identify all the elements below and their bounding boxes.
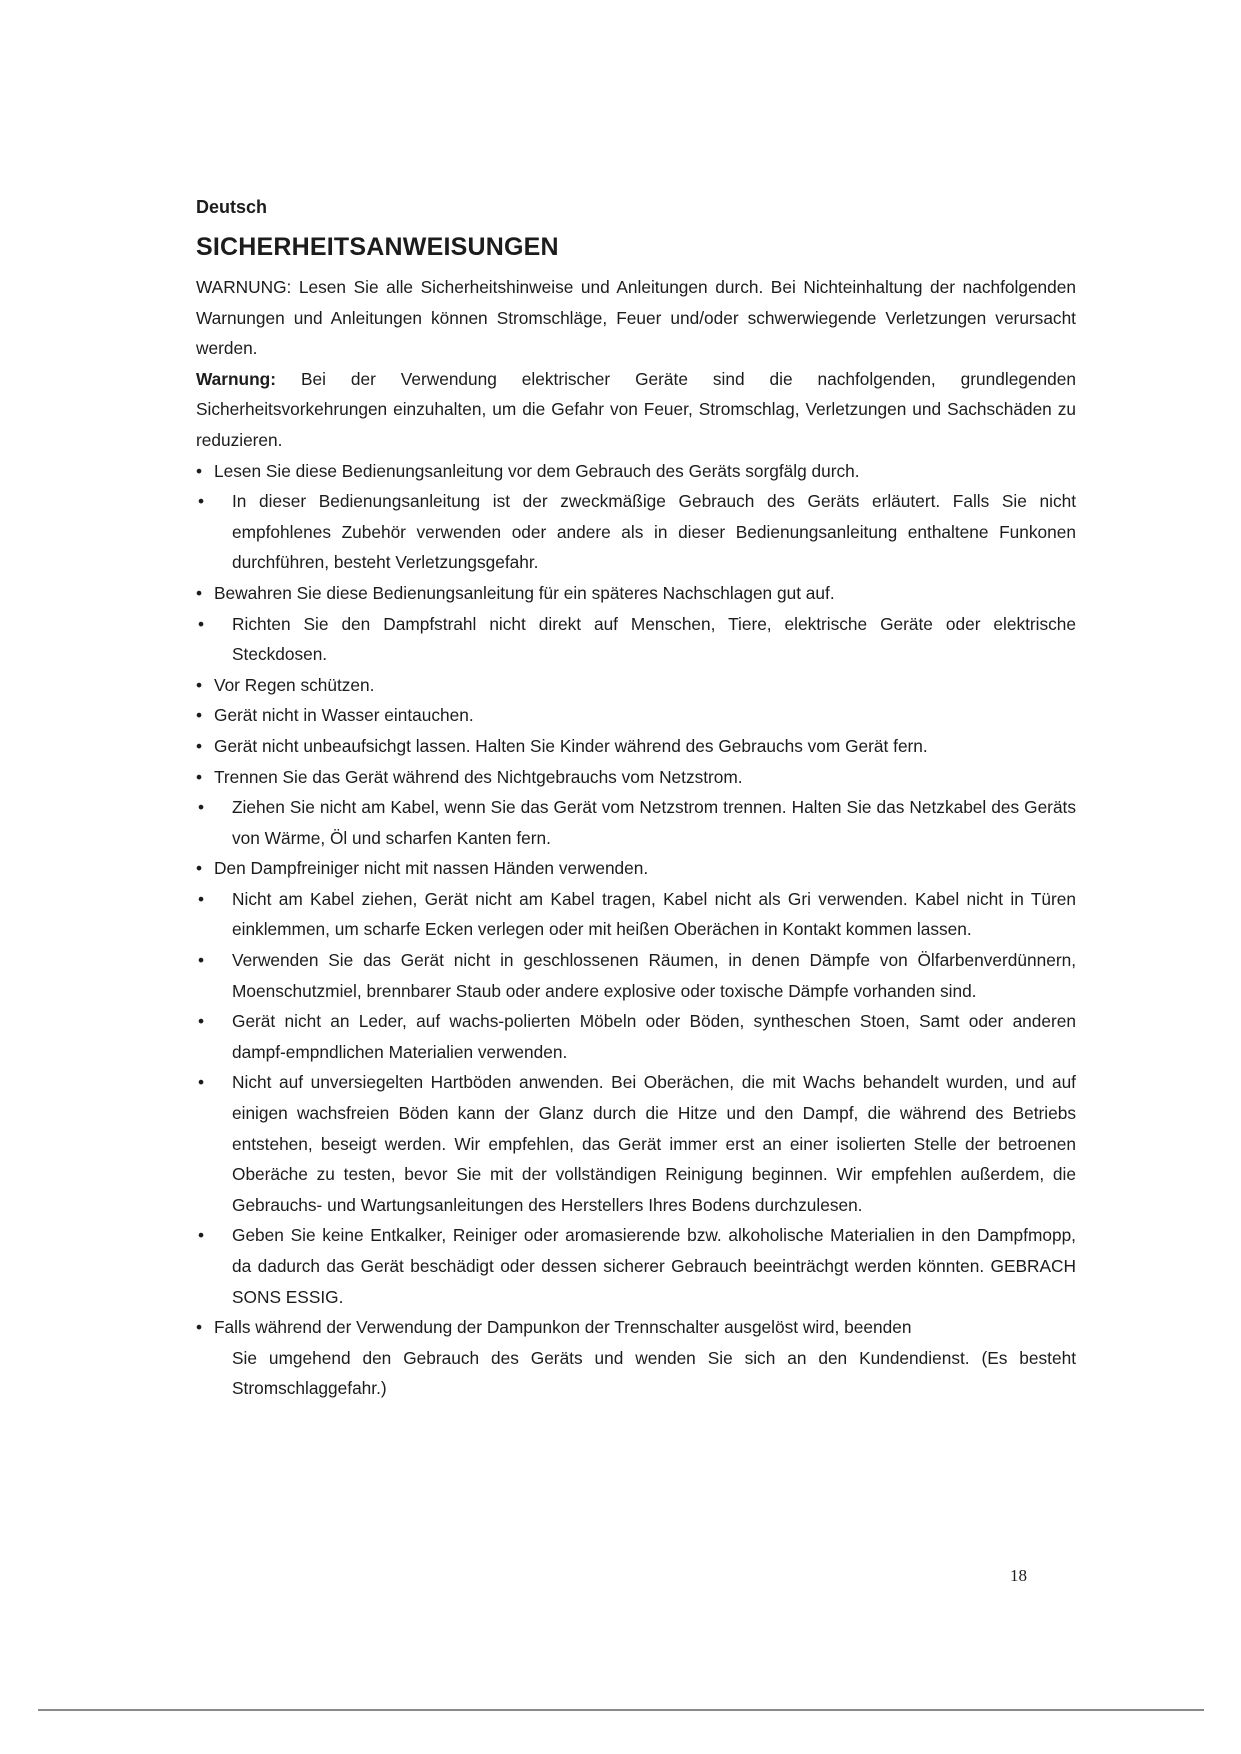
bullet-icon: • xyxy=(198,1225,205,1246)
footer-divider xyxy=(38,1709,1204,1711)
bullet-icon: • xyxy=(198,950,205,971)
bullet-icon: • xyxy=(198,888,205,909)
last-bullet-line1: Falls während der Verwendung der Dampunkon der Trennschalter ausgelöst wird, beenden xyxy=(214,1317,912,1338)
list-item: • Vor Regen schützen. xyxy=(196,670,1076,701)
list-item xyxy=(196,1312,1076,1404)
page-number: 18 xyxy=(1010,1566,1027,1585)
intro-warning2-paragraph xyxy=(196,364,1076,456)
bullet-icon: • xyxy=(196,705,203,726)
bullet-icon: • xyxy=(196,766,203,787)
list-item: • Nicht am Kabel ziehen, Gerät nicht am Kabel tragen, Kabel nicht als Gri verwenden. Kabel nicht in Türen einklemmen, um scharfe Ecken verlegen oder mit heißen Oberächen in Kontakt kommen lassen. xyxy=(196,884,1076,945)
bullet-icon: • xyxy=(196,674,203,695)
warning-text: Bei der Verwendung elektrischer Geräte sind die nachfolgenden, grundlegenden Sicherheitsvorkehrungen einzuhalten, um die Gefahr von Feuer, Stromschlag, Verletzungen und Sachschäden zu reduzieren. xyxy=(196,368,1076,450)
list-item: • Trennen Sie das Gerät während des Nichtgebrauchs vom Netzstrom. xyxy=(196,762,1076,793)
list-item: • Gerät nicht an Leder, auf wachs-polierten Möbeln oder Böden, syntheschen Stoen, Samt oder anderen dampf-empndlichen Materialien verwenden. xyxy=(196,1006,1076,1067)
warning-label: Warnung: xyxy=(196,368,276,389)
bullet-icon: • xyxy=(196,858,203,879)
bullet-icon: • xyxy=(198,613,205,634)
bullet-icon: • xyxy=(196,735,203,756)
bullet-icon: • xyxy=(198,1072,205,1093)
list-item: • Ziehen Sie nicht am Kabel, wenn Sie das Gerät vom Netzstrom trennen. Halten Sie das Netzkabel des Geräts von Wärme, Öl und scharfen Kanten fern. xyxy=(196,792,1076,853)
list-item: • In dieser Bedienungsanleitung ist der zweckmäßige Gebrauch des Geräts erläutert. Falls Sie nicht empfohlenes Zubehör verwenden oder andere als in dieser Bedienungsanleitung enthaltene Funkonen durchführen, besteht Verletzungsgefahr. xyxy=(196,486,1076,578)
bullet-icon: • xyxy=(196,582,203,603)
page-title: SICHERHEITSANWEISUNGEN xyxy=(196,233,559,261)
list-item: • Bewahren Sie diese Bedienungsanleitung für ein späteres Nachschlagen gut auf. xyxy=(196,578,1076,609)
list-item: • Verwenden Sie das Gerät nicht in geschlossenen Räumen, in denen Dämpfe von Ölfarbenverdünnern, Moenschutzmiel, brennbarer Staub oder andere explosive oder toxische Dämpfe vorhanden sind. xyxy=(196,945,1076,1006)
list-item: • Den Dampfreiniger nicht mit nassen Händen verwenden. xyxy=(196,853,1076,884)
list-item: • Nicht auf unversiegelten Hartböden anwenden. Bei Oberächen, die mit Wachs behandelt wurden, und auf einigen wachsfreien Böden kann der Glanz durch die Hitze und den Dampf, die während des Betriebs entstehen, beseigt werden. Wir empfehlen, das Gerät immer erst an einer isolierten Stelle der betroenen Oberäche zu testen, bevor Sie mit der vollständigen Reinigung beginnen. Wir empfehlen außerdem, die Gebrauchs- und Wartungsanleitungen des Herstellers Ihres Bodens durchzulesen. xyxy=(196,1067,1076,1220)
list-item: • Lesen Sie diese Bedienungsanleitung vor dem Gebrauch des Geräts sorgfälg durch. xyxy=(196,456,1076,487)
bullet-icon: • xyxy=(196,1317,203,1338)
intro-warning-paragraph: WARNUNG: Lesen Sie alle Sicherheitshinweise und Anleitungen durch. Bei Nichteinhaltung der nachfolgenden Warnungen und Anleitungen können Stromschläge, Feuer und/oder schwerwiegende Verletzungen verursacht werden. xyxy=(196,277,1076,359)
bullet-icon: • xyxy=(196,460,203,481)
bullet-icon: • xyxy=(198,491,205,512)
bullet-icon: • xyxy=(198,1011,205,1032)
document-body xyxy=(196,196,1076,1404)
list-item: • Gerät nicht unbeaufsichgt lassen. Halten Sie Kinder während des Gebrauchs vom Gerät fern. xyxy=(196,731,1076,762)
last-bullet-continuation: Sie umgehend den Gebrauch des Geräts und wenden Sie sich an den Kundendienst. (Es besteht Stromschlaggefahr.) xyxy=(232,1347,1076,1399)
list-item: • Gerät nicht in Wasser eintauchen. xyxy=(196,700,1076,731)
safety-instructions-list xyxy=(196,456,1076,1404)
bullet-icon: • xyxy=(198,797,205,818)
list-item: • Geben Sie keine Entkalker, Reiniger oder aromasierende bzw. alkoholische Materialien in den Dampfmopp, da dadurch das Gerät beschädigt oder dessen sicherer Gebrauch beeinträchgt werden könnten. GEBRACH SONS ESSIG. xyxy=(196,1220,1076,1312)
language-label: Deutsch xyxy=(196,197,268,217)
list-item: • Richten Sie den Dampfstrahl nicht direkt auf Menschen, Tiere, elektrische Geräte oder elektrische Steckdosen. xyxy=(196,609,1076,670)
